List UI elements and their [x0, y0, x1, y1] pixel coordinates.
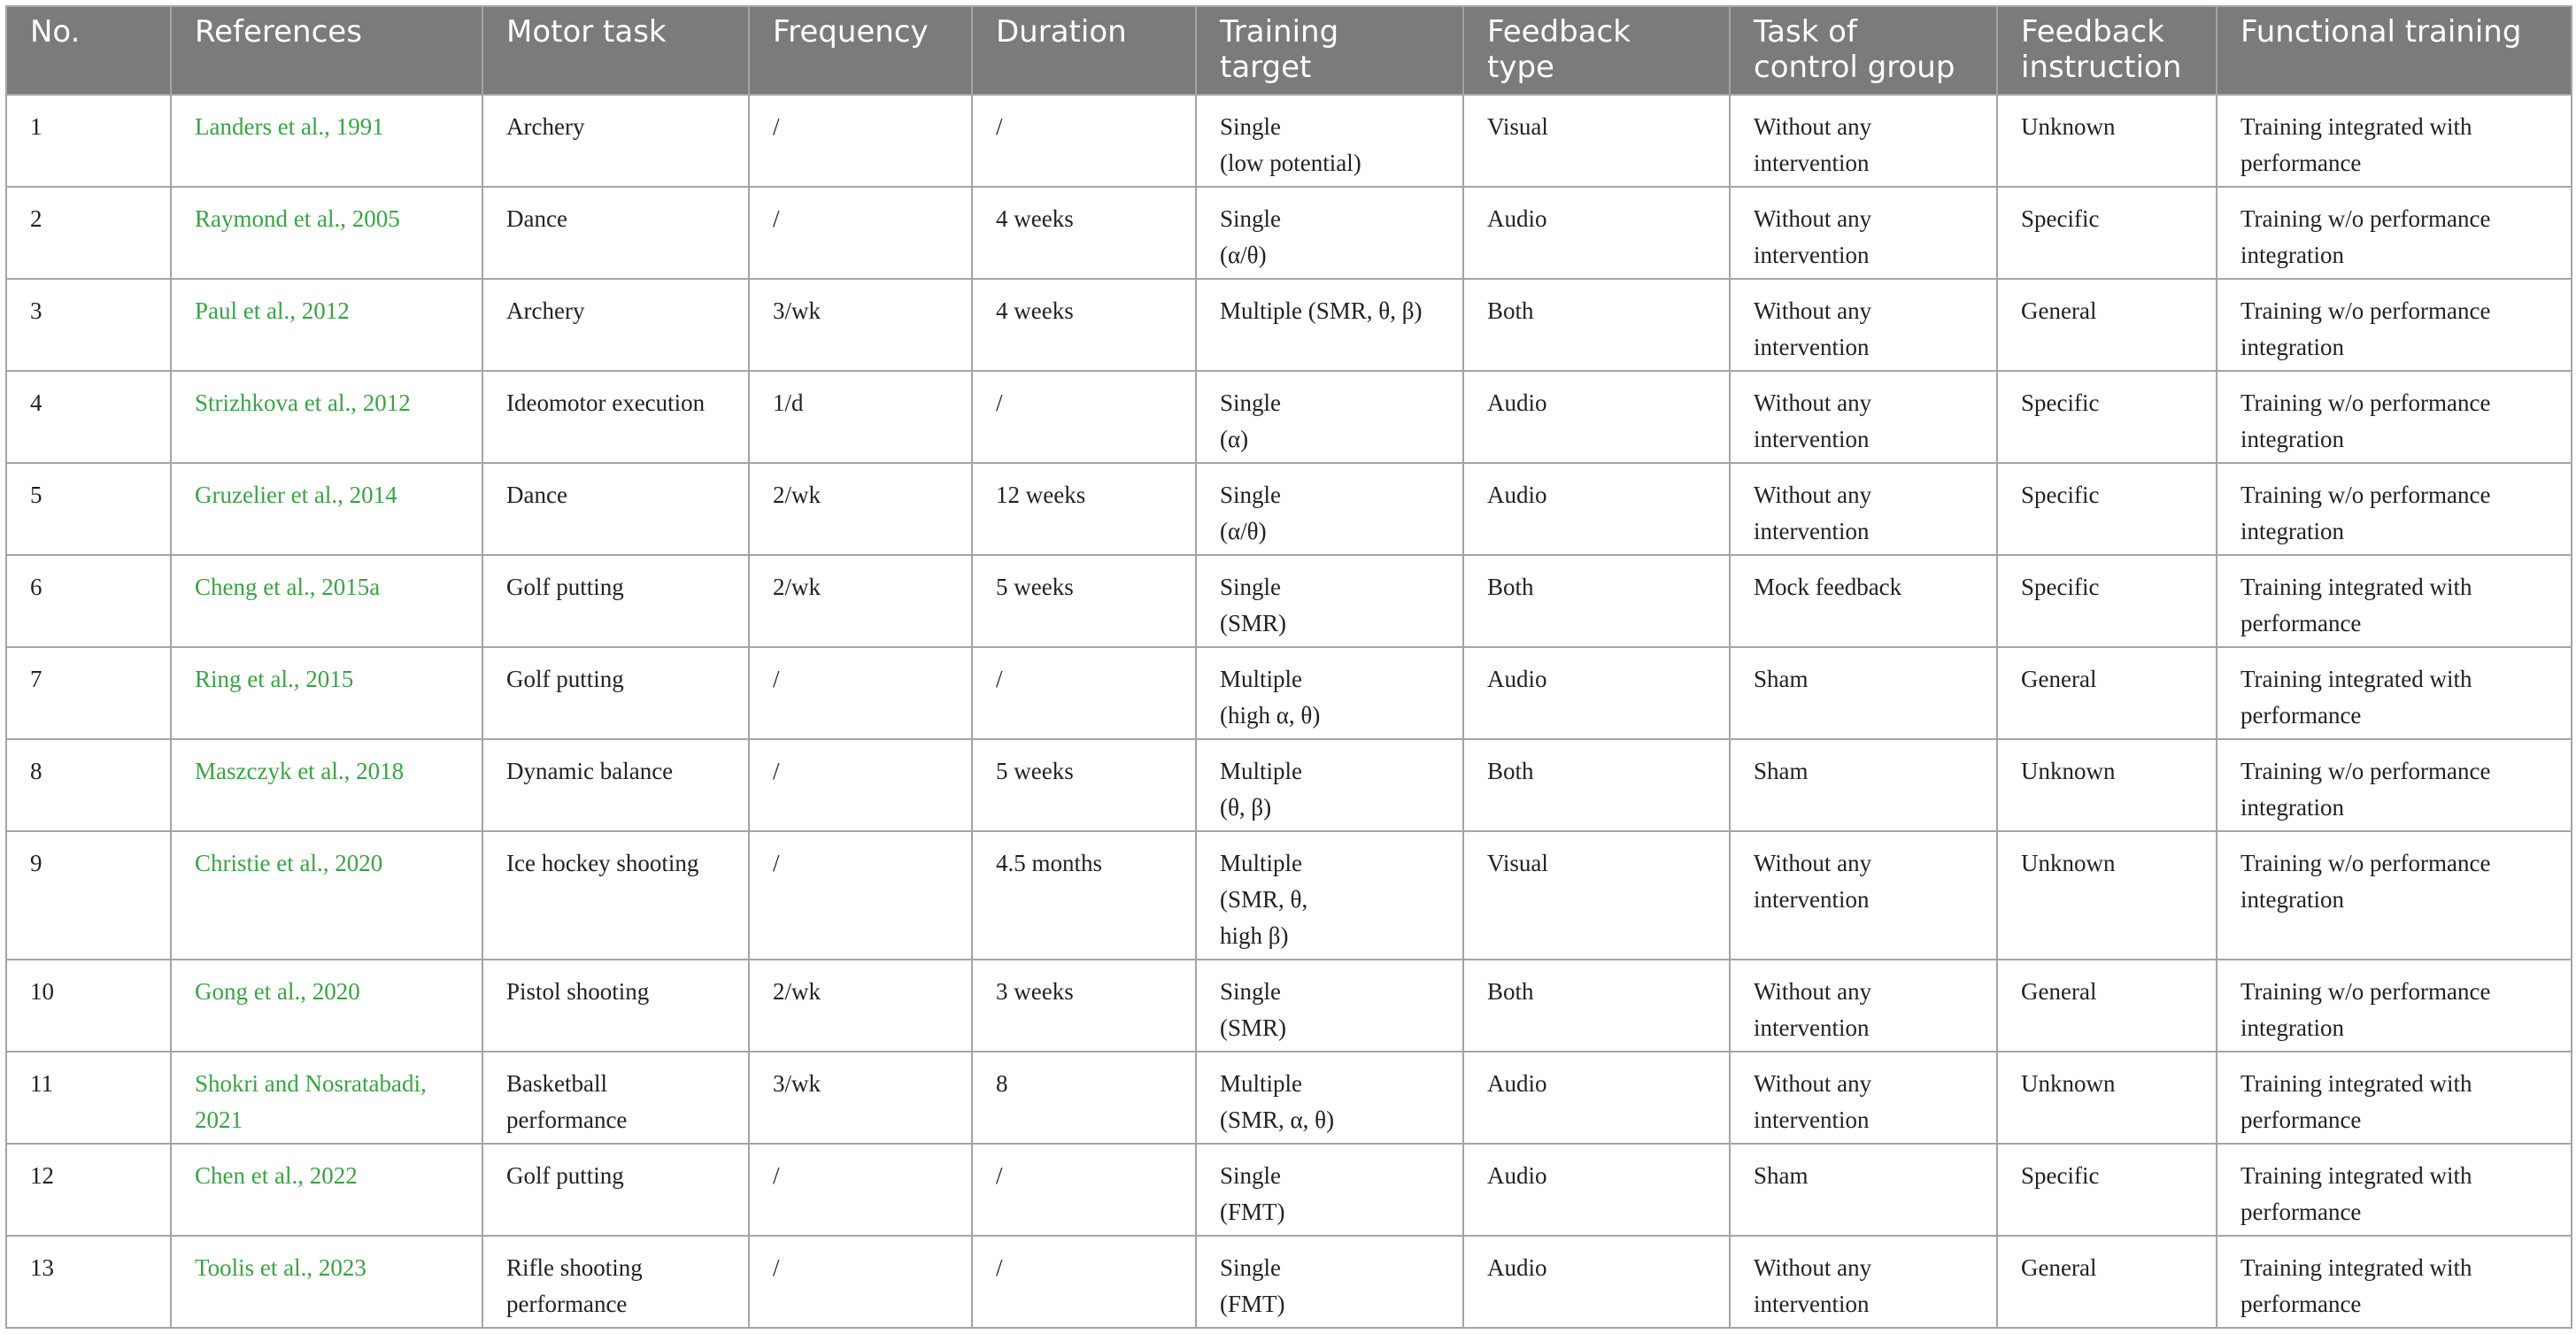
cell-feedback-instruction: Unknown [1997, 831, 2217, 960]
cell-training-target-line: Multiple [1220, 850, 1302, 876]
cell-control-group-task-line: Without any [1754, 978, 1872, 1005]
cell-duration: / [972, 1144, 1196, 1236]
cell-control-group-task [1730, 95, 1997, 187]
reference-year-link[interactable]: 2012 [301, 297, 350, 324]
cell-functional-training-line: Training integrated with [2241, 1162, 2472, 1189]
cell-training-target [1196, 1052, 1463, 1144]
table-row [6, 647, 2572, 739]
cell-control-group-task-line: Without any [1754, 482, 1872, 508]
cell-frequency: 3/wk [749, 279, 972, 371]
cell-control-group-task-line: Without any [1754, 297, 1872, 324]
reference-authors: Raymond et al., [195, 205, 352, 232]
cell-motor-task [482, 647, 749, 739]
column-header-text: Task of [1754, 14, 1857, 50]
cell-training-target [1196, 555, 1463, 647]
cell-control-group-task-line: intervention [1754, 1291, 1870, 1317]
column-header-text: Duration [996, 14, 1127, 50]
cell-training-target-line: (SMR) [1220, 610, 1287, 636]
cell-functional-training-line: Training w/o performance [2241, 850, 2491, 876]
cell-training-target-line: (α) [1220, 426, 1249, 452]
cell-motor-task-line: Golf putting [506, 666, 624, 692]
cell-no: 13 [6, 1236, 171, 1328]
column-header-text: Feedback [2021, 14, 2164, 50]
cell-training-target-line: Multiple [1220, 666, 1302, 692]
cell-duration: / [972, 647, 1196, 739]
cell-duration: 5 weeks [972, 555, 1196, 647]
cell-functional-training-line: Training integrated with [2241, 1254, 2472, 1281]
cell-no: 8 [6, 739, 171, 831]
cell-feedback-instruction: Specific [1997, 1144, 2217, 1236]
cell-motor-task [482, 831, 749, 960]
reference-authors: Ring et al., [195, 666, 306, 692]
column-header-text: type [1487, 50, 1554, 85]
cell-frequency: / [749, 739, 972, 831]
column-header-motor-task [482, 6, 749, 95]
cell-training-target [1196, 371, 1463, 463]
cell-functional-training [2217, 647, 2572, 739]
cell-reference [171, 187, 482, 279]
cell-control-group-task-line: Without any [1754, 1070, 1872, 1097]
cell-motor-task [482, 739, 749, 831]
cell-motor-task-line: Ideomotor execution [506, 389, 706, 416]
cell-no: 4 [6, 371, 171, 463]
cell-duration: 4 weeks [972, 279, 1196, 371]
cell-feedback-instruction: General [1997, 1236, 2217, 1328]
cell-functional-training [2217, 739, 2572, 831]
cell-functional-training [2217, 831, 2572, 960]
reference-authors: Landers et al., [195, 113, 336, 140]
table-row [6, 1236, 2572, 1328]
cell-training-target-line: Multiple [1220, 1070, 1302, 1097]
cell-functional-training [2217, 1144, 2572, 1236]
cell-frequency: / [749, 1236, 972, 1328]
reference-year-link[interactable]: 2015a [321, 574, 381, 600]
table-row [6, 1052, 2572, 1144]
cell-training-target-line: Single [1220, 389, 1282, 416]
cell-motor-task [482, 960, 749, 1052]
cell-frequency: / [749, 1144, 972, 1236]
cell-control-group-task-line: Sham [1754, 666, 1809, 692]
cell-training-target-line: (FMT) [1220, 1199, 1285, 1225]
table-body [6, 95, 2572, 1328]
cell-feedback-instruction: Unknown [1997, 95, 2217, 187]
cell-training-target [1196, 960, 1463, 1052]
cell-control-group-task-line: intervention [1754, 334, 1870, 360]
reference-year-link[interactable]: 2015 [305, 666, 354, 692]
cell-frequency: / [749, 95, 972, 187]
column-header-feedback-instruction [1997, 6, 2217, 95]
cell-feedback-instruction: Specific [1997, 187, 2217, 279]
cell-functional-training-line: integration [2241, 334, 2344, 360]
cell-reference [171, 1236, 482, 1328]
cell-control-group-task-line: intervention [1754, 1107, 1870, 1133]
cell-feedback-instruction: Specific [1997, 371, 2217, 463]
cell-feedback-instruction: General [1997, 279, 2217, 371]
cell-feedback-type: Audio [1463, 647, 1730, 739]
cell-functional-training-line: Training integrated with [2241, 666, 2472, 692]
table-row [6, 831, 2572, 960]
cell-training-target-line: (SMR, θ, [1220, 886, 1308, 913]
table-row [6, 463, 2572, 555]
cell-training-target [1196, 1236, 1463, 1328]
table-row [6, 187, 2572, 279]
cell-functional-training-line: performance [2241, 610, 2362, 636]
table-row [6, 371, 2572, 463]
cell-frequency: / [749, 187, 972, 279]
cell-reference [171, 371, 482, 463]
cell-duration: / [972, 1236, 1196, 1328]
cell-frequency: 1/d [749, 371, 972, 463]
cell-functional-training-line: performance [2241, 702, 2362, 729]
cell-training-target-line: Single [1220, 205, 1282, 232]
table-row [6, 960, 2572, 1052]
cell-control-group-task-line: Without any [1754, 850, 1872, 876]
cell-training-target [1196, 279, 1463, 371]
cell-frequency: 2/wk [749, 463, 972, 555]
cell-motor-task [482, 371, 749, 463]
cell-functional-training-line: integration [2241, 426, 2344, 452]
cell-training-target-line: high β) [1220, 922, 1289, 949]
cell-duration: 4 weeks [972, 187, 1196, 279]
cell-duration: 3 weeks [972, 960, 1196, 1052]
cell-frequency: / [749, 831, 972, 960]
cell-no: 10 [6, 960, 171, 1052]
cell-control-group-task [1730, 187, 1997, 279]
cell-functional-training-line: Training w/o performance [2241, 205, 2491, 232]
cell-duration: 12 weeks [972, 463, 1196, 555]
cell-functional-training-line: Training w/o performance [2241, 758, 2491, 784]
cell-feedback-instruction: Unknown [1997, 739, 2217, 831]
cell-duration: / [972, 371, 1196, 463]
cell-motor-task-line: Dynamic balance [506, 758, 674, 784]
cell-motor-task-line: Ice hockey shooting [506, 850, 699, 876]
reference-year-link[interactable]: 2012 [362, 389, 411, 416]
cell-motor-task-line: performance [506, 1291, 628, 1317]
cell-functional-training [2217, 960, 2572, 1052]
cell-functional-training-line: Training w/o performance [2241, 482, 2491, 508]
cell-functional-training-line: integration [2241, 886, 2344, 913]
cell-feedback-type: Visual [1463, 831, 1730, 960]
cell-no: 7 [6, 647, 171, 739]
cell-no: 9 [6, 831, 171, 960]
cell-reference [171, 960, 482, 1052]
reference-authors: Paul et al., [195, 297, 302, 324]
cell-reference [171, 95, 482, 187]
studies-table [5, 5, 2572, 1329]
cell-feedback-type: Audio [1463, 463, 1730, 555]
cell-training-target-line: (α/θ) [1220, 242, 1267, 268]
column-header-text: control group [1754, 50, 1955, 85]
column-header-text: References [195, 14, 362, 50]
cell-feedback-instruction: General [1997, 647, 2217, 739]
reference-authors: Strizhkova et al., [195, 389, 363, 416]
cell-motor-task-line: Dance [506, 482, 567, 508]
cell-no: 1 [6, 95, 171, 187]
cell-control-group-task [1730, 463, 1997, 555]
cell-control-group-task-line: Without any [1754, 1254, 1872, 1281]
column-header-control-group-task [1730, 6, 1997, 95]
cell-motor-task [482, 95, 749, 187]
cell-training-target [1196, 739, 1463, 831]
column-header-duration [972, 6, 1196, 95]
cell-reference [171, 1144, 482, 1236]
cell-functional-training [2217, 1052, 2572, 1144]
reference-year-link[interactable]: 2022 [309, 1162, 358, 1189]
cell-functional-training [2217, 1236, 2572, 1328]
column-header-text: instruction [2021, 50, 2182, 85]
cell-control-group-task-line: Sham [1754, 758, 1809, 784]
cell-reference [171, 647, 482, 739]
cell-control-group-task [1730, 1052, 1997, 1144]
cell-training-target-line: Single [1220, 1254, 1282, 1281]
cell-motor-task-line: Archery [506, 113, 585, 140]
cell-no: 11 [6, 1052, 171, 1144]
cell-motor-task [482, 187, 749, 279]
cell-control-group-task-line: intervention [1754, 242, 1870, 268]
cell-control-group-task [1730, 1236, 1997, 1328]
cell-functional-training-line: integration [2241, 1014, 2344, 1041]
reference-authors: Shokri and Nosratabadi, [195, 1070, 427, 1097]
column-header-text: target [1220, 50, 1312, 85]
cell-control-group-task-line: Without any [1754, 205, 1872, 232]
cell-reference [171, 463, 482, 555]
column-header-frequency [749, 6, 972, 95]
cell-functional-training-line: integration [2241, 794, 2344, 821]
cell-motor-task-line: Archery [506, 297, 585, 324]
cell-feedback-instruction: Specific [1997, 463, 2217, 555]
reference-authors: Gruzelier et al., [195, 482, 350, 508]
cell-control-group-task-line: intervention [1754, 518, 1870, 544]
cell-feedback-instruction: Unknown [1997, 1052, 2217, 1144]
cell-reference [171, 1052, 482, 1144]
column-header-text: Feedback [1487, 14, 1631, 50]
cell-training-target-line: (SMR) [1220, 1014, 1287, 1041]
cell-feedback-type: Both [1463, 739, 1730, 831]
cell-motor-task-line: Dance [506, 205, 567, 232]
cell-no: 12 [6, 1144, 171, 1236]
cell-functional-training [2217, 555, 2572, 647]
cell-functional-training-line: Training w/o performance [2241, 297, 2491, 324]
cell-control-group-task-line: intervention [1754, 426, 1870, 452]
cell-functional-training-line: performance [2241, 1291, 2362, 1317]
cell-control-group-task-line: Sham [1754, 1162, 1809, 1189]
cell-control-group-task-line: Without any [1754, 389, 1872, 416]
cell-control-group-task [1730, 1144, 1997, 1236]
cell-feedback-instruction: Specific [1997, 555, 2217, 647]
cell-training-target [1196, 95, 1463, 187]
reference-authors: Cheng et al., [195, 574, 322, 600]
cell-duration: / [972, 95, 1196, 187]
cell-motor-task-line: Rifle shooting [506, 1254, 643, 1281]
cell-motor-task [482, 1144, 749, 1236]
cell-motor-task [482, 279, 749, 371]
cell-control-group-task [1730, 960, 1997, 1052]
cell-control-group-task [1730, 371, 1997, 463]
column-header-text: No. [30, 14, 81, 50]
reference-authors: Christie et al., [195, 850, 335, 876]
cell-functional-training-line: performance [2241, 1199, 2362, 1225]
cell-functional-training-line: performance [2241, 150, 2362, 176]
cell-motor-task-line: Pistol shooting [506, 978, 650, 1005]
column-header-references [171, 6, 482, 95]
cell-feedback-type: Audio [1463, 371, 1730, 463]
cell-control-group-task-line: Without any [1754, 113, 1872, 140]
cell-training-target-line: Single [1220, 482, 1282, 508]
cell-functional-training [2217, 463, 2572, 555]
cell-frequency: / [749, 647, 972, 739]
cell-reference [171, 555, 482, 647]
cell-training-target-line: (θ, β) [1220, 794, 1272, 821]
cell-frequency: 2/wk [749, 960, 972, 1052]
column-header-text: Training [1220, 14, 1339, 50]
cell-training-target-line: Multiple (SMR, θ, β) [1220, 297, 1423, 324]
cell-training-target-line: Multiple [1220, 758, 1302, 784]
cell-motor-task-line: Golf putting [506, 574, 624, 600]
reference-year-link[interactable]: 2005 [351, 205, 400, 232]
cell-feedback-type: Both [1463, 279, 1730, 371]
reference-authors: Gong et al., [195, 978, 312, 1005]
cell-control-group-task [1730, 279, 1997, 371]
cell-feedback-type: Audio [1463, 1236, 1730, 1328]
column-header-text: Frequency [773, 14, 929, 50]
table-row [6, 1144, 2572, 1236]
reference-year-link[interactable]: 1991 [335, 113, 384, 140]
cell-training-target-line: Single [1220, 1162, 1282, 1189]
cell-training-target-line: Single [1220, 978, 1282, 1005]
reference-year-link[interactable]: 2020 [312, 978, 360, 1005]
cell-control-group-task [1730, 555, 1997, 647]
cell-motor-task-line: Golf putting [506, 1162, 624, 1189]
cell-training-target-line: Single [1220, 113, 1282, 140]
cell-training-target-line: (FMT) [1220, 1291, 1285, 1317]
cell-frequency: 3/wk [749, 1052, 972, 1144]
cell-reference [171, 831, 482, 960]
cell-motor-task [482, 1236, 749, 1328]
cell-feedback-type: Audio [1463, 1052, 1730, 1144]
table-row [6, 555, 2572, 647]
cell-training-target-line: (SMR, α, θ) [1220, 1107, 1335, 1133]
cell-functional-training-line: Training integrated with [2241, 1070, 2472, 1097]
cell-frequency: 2/wk [749, 555, 972, 647]
cell-training-target [1196, 1144, 1463, 1236]
column-header-text: Motor task [506, 14, 667, 50]
cell-training-target [1196, 831, 1463, 960]
reference-authors: Toolis et al., [195, 1254, 319, 1281]
cell-motor-task-line: performance [506, 1107, 628, 1133]
cell-functional-training-line: Training integrated with [2241, 574, 2472, 600]
cell-duration: 5 weeks [972, 739, 1196, 831]
cell-functional-training-line: performance [2241, 1107, 2362, 1133]
cell-training-target-line: Single [1220, 574, 1282, 600]
table-header [6, 6, 2572, 95]
column-header-no [6, 6, 171, 95]
cell-motor-task [482, 555, 749, 647]
reference-year-link[interactable]: 2021 [195, 1107, 243, 1133]
cell-feedback-type: Both [1463, 555, 1730, 647]
reference-year-link[interactable]: 2018 [356, 758, 405, 784]
cell-duration: 4.5 months [972, 831, 1196, 960]
cell-control-group-task-line: intervention [1754, 886, 1870, 913]
table-row [6, 95, 2572, 187]
cell-reference [171, 739, 482, 831]
cell-motor-task [482, 1052, 749, 1144]
cell-control-group-task-line: intervention [1754, 1014, 1870, 1041]
cell-functional-training [2217, 371, 2572, 463]
reference-year-link[interactable]: 2020 [335, 850, 383, 876]
cell-functional-training [2217, 279, 2572, 371]
cell-motor-task-line: Basketball [506, 1070, 607, 1097]
cell-functional-training-line: integration [2241, 518, 2344, 544]
cell-training-target [1196, 647, 1463, 739]
cell-training-target-line: (α/θ) [1220, 518, 1267, 544]
cell-duration: 8 [972, 1052, 1196, 1144]
cell-feedback-type: Audio [1463, 1144, 1730, 1236]
header-row [6, 6, 2572, 95]
cell-feedback-instruction: General [1997, 960, 2217, 1052]
cell-feedback-type: Visual [1463, 95, 1730, 187]
table-row [6, 279, 2572, 371]
column-header-functional-training [2217, 6, 2572, 95]
cell-motor-task [482, 463, 749, 555]
cell-control-group-task [1730, 831, 1997, 960]
cell-functional-training [2217, 95, 2572, 187]
column-header-training-target [1196, 6, 1463, 95]
cell-functional-training-line: Training w/o performance [2241, 978, 2491, 1005]
cell-training-target-line: (high α, θ) [1220, 702, 1321, 729]
cell-control-group-task-line: Mock feedback [1754, 574, 1902, 600]
cell-control-group-task [1730, 739, 1997, 831]
reference-authors: Chen et al., [195, 1162, 310, 1189]
cell-training-target [1196, 187, 1463, 279]
table-row [6, 739, 2572, 831]
reference-year-link[interactable]: 2014 [349, 482, 397, 508]
cell-no: 3 [6, 279, 171, 371]
cell-control-group-task [1730, 647, 1997, 739]
reference-authors: Maszczyk et al., [195, 758, 357, 784]
cell-control-group-task-line: intervention [1754, 150, 1870, 176]
cell-no: 6 [6, 555, 171, 647]
cell-functional-training [2217, 187, 2572, 279]
column-header-feedback-type [1463, 6, 1730, 95]
column-header-text: Functional training [2241, 14, 2522, 50]
cell-training-target-line: (low potential) [1220, 150, 1361, 176]
cell-feedback-type: Both [1463, 960, 1730, 1052]
cell-no: 5 [6, 463, 171, 555]
cell-functional-training-line: Training w/o performance [2241, 389, 2491, 416]
cell-feedback-type: Audio [1463, 187, 1730, 279]
cell-no: 2 [6, 187, 171, 279]
cell-functional-training-line: Training integrated with [2241, 113, 2472, 140]
cell-training-target [1196, 463, 1463, 555]
reference-year-link[interactable]: 2023 [318, 1254, 366, 1281]
cell-reference [171, 279, 482, 371]
cell-functional-training-line: integration [2241, 242, 2344, 268]
